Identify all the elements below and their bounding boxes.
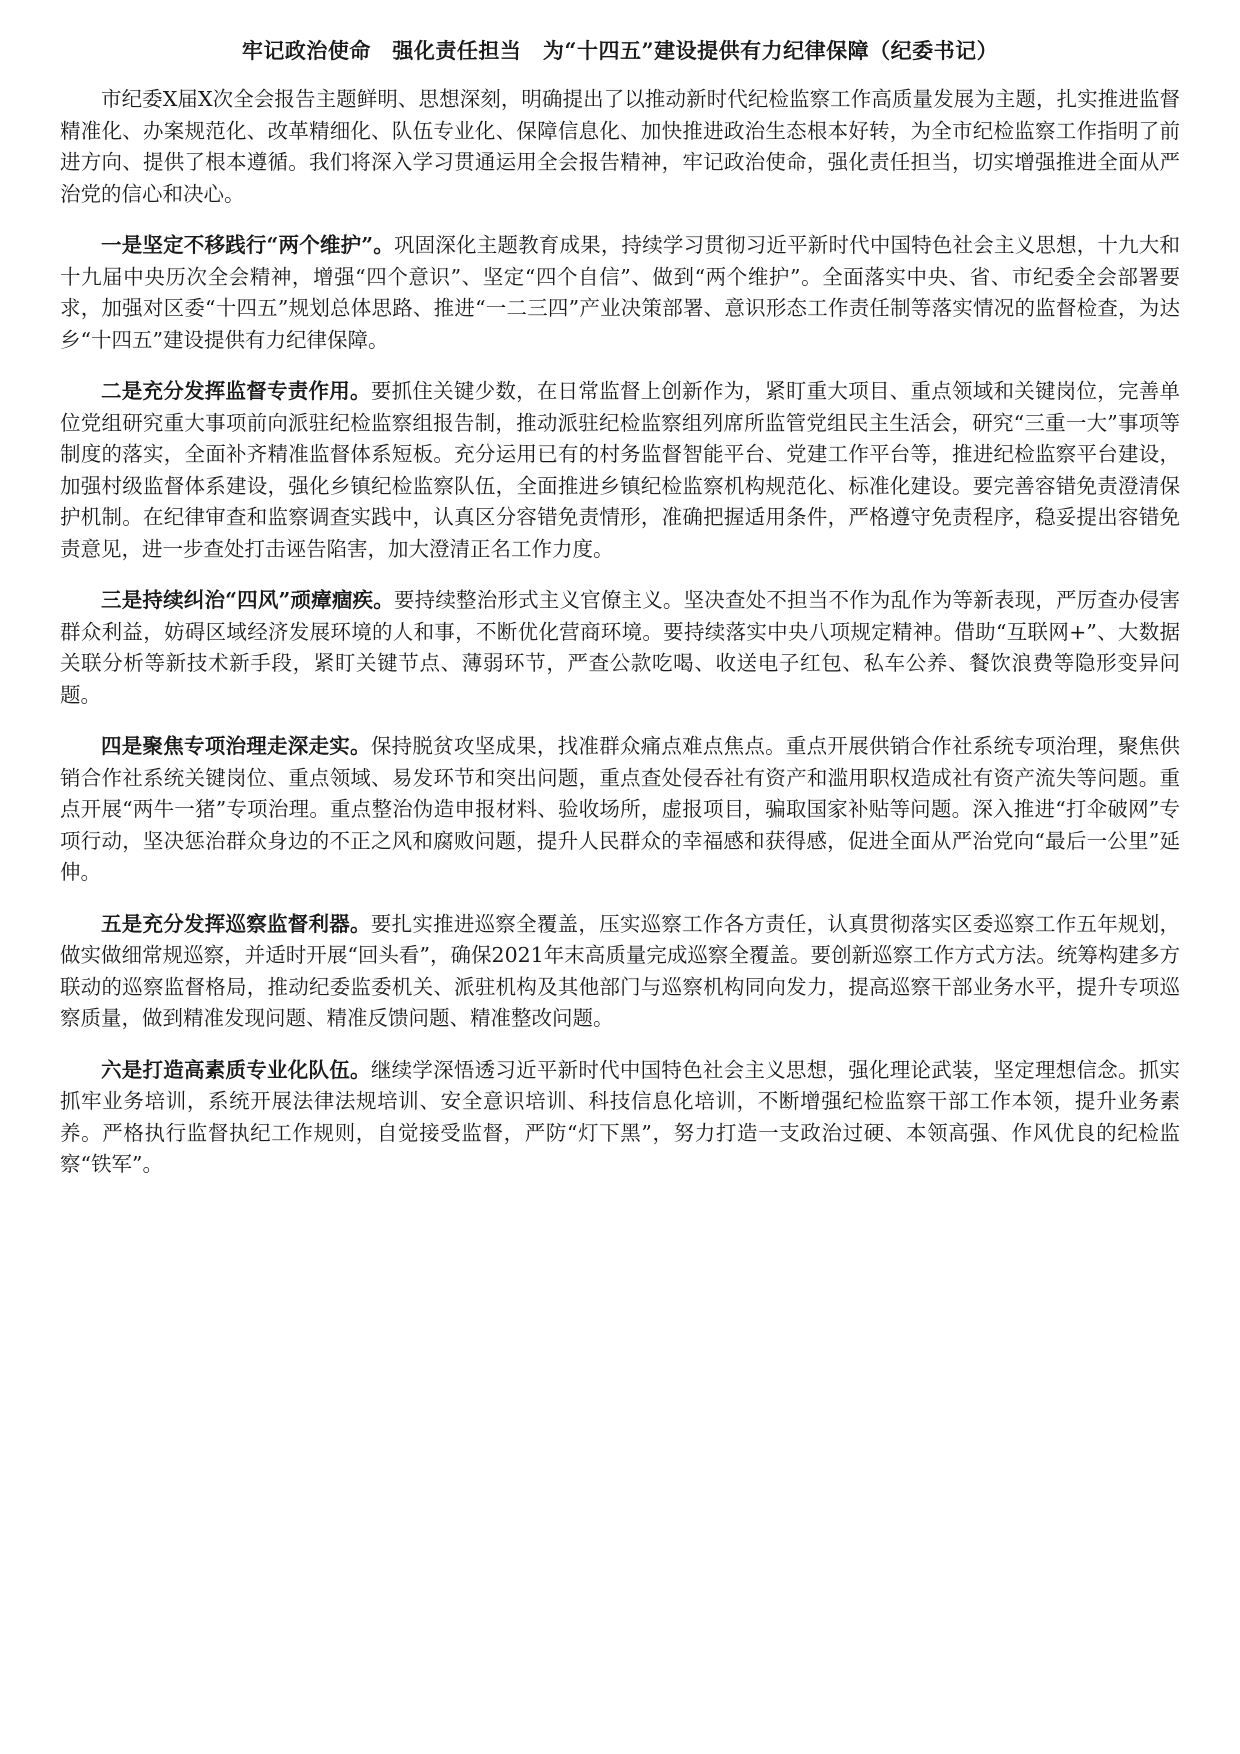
section-paragraph-3 [60,585,1180,711]
section-lead-4: 四是聚焦专项治理走深走实。 [101,734,371,758]
section-body-6: 继续学深悟透习近平新时代中国特色社会主义思想，强化理论武装，坚定理想信念。抓实抓牢业务培训，系统开展法律法规培训、安全意识培训、科技信息化培训，不断增强纪检监察干部工作本领，提升业务素养。严格执行监督执纪工作规则，自觉接受监督，严防“灯下黑”，努力打造一支政治过硬、本领高强、作风优良的纪检监察“铁军”。 [60,1057,1181,1176]
document-page [60,36,1180,1201]
section-paragraph-1 [60,230,1180,356]
section-paragraph-2 [60,376,1180,565]
section-body-5: 要扎实推进巡察全覆盖，压实巡察工作各方责任，认真贯彻落实区委巡察工作五年规划，做实做细常规巡察，并适时开展“回头看”，确保2021年末高质量完成巡察全覆盖。要创新巡察工作方式方法。统筹构建多方联动的巡察监督格局，推动纪委监委机关、派驻机构及其他部门与巡察机构同向发力，提高巡察干部业务水平，提升专项巡察质量，做到精准发现问题、精准反馈问题、精准整改问题。 [60,911,1181,1030]
section-paragraph-6 [60,1055,1180,1181]
section-lead-5: 五是充分发挥巡察监督利器。 [101,911,371,936]
section-lead-3: 三是持续纠治“四风”顽瘴痼疾。 [101,588,394,612]
section-lead-6: 六是打造高素质专业化队伍。 [101,1057,371,1082]
intro-paragraph: 市纪委X届X次全会报告主题鲜明、思想深刻，明确提出了以推动新时代纪检监察工作高质量发展为主题，扎实推进监督精准化、办案规范化、改革精细化、队伍专业化、保障信息化、加快推进政治生态根本好转，为全市纪检监察工作指明了前进方向、提供了根本遵循。我们将深入学习贯通运用全会报告精神，牢记政治使命，强化责任担当，切实增强推进全面从严治党的信心和决心。 [60,87,1180,206]
section-lead-2: 二是充分发挥监督专责作用。 [101,379,371,403]
section-body-2: 要抓住关键少数，在日常监督上创新作为，紧盯重大项目、重点领域和关键岗位，完善单位党组研究重大事项前向派驻纪检监察组报告制，推动派驻纪检监察组列席所监管党组民主生活会，研究“三重一大”事项等制度的落实，全面补齐精准监督体系短板。充分运用已有的村务监督智能平台、党建工作平台等，推进纪检监察平台建设，加强村级监督体系建设，强化乡镇纪检监察队伍，全面推进乡镇纪检监察机构规范化、标准化建设。要完善容错免责澄清保护机制。在纪律审查和监察调查实践中，认真区分容错免责情形，准确把握适用条件，严格遵守免责程序，稳妥提出容错免责意见，进一步查处打击诬告陷害，加大澄清正名工作力度。 [60,379,1181,561]
section-body-4: 保持脱贫攻坚成果，找准群众痛点难点焦点。重点开展供销合作社系统专项治理，聚焦供销合作社系统关键岗位、重点领域、易发环节和突出问题，重点查处侵吞社有资产和滥用职权造成社有资产流失等问题。重点开展“两牛一猪”专项治理。重点整治伪造申报材料、验收场所，虚报项目，骗取国家补贴等问题。深入推进“打伞破网”专项行动，坚决惩治群众身边的不正之风和腐败问题，提升人民群众的幸福感和获得感，促进全面从严治党向“最后一公里”延伸。 [60,734,1181,884]
section-body-1: 巩固深化主题教育成果，持续学习贯彻习近平新时代中国特色社会主义思想，十九大和十九届中央历次全会精神，增强“四个意识”、坚定“四个自信”、做到“两个维护”。全面落实中央、省、市纪委全会部署要求，加强对区委“十四五”规划总体思路、推进“一二三四”产业决策部署、意识形态工作责任制等落实情况的监督检查，为达乡“十四五”建设提供有力纪律保障。 [60,233,1180,352]
section-paragraph-5 [60,909,1180,1035]
section-paragraph-4 [60,731,1180,889]
section-lead-1: 一是坚定不移践行“两个维护”。 [101,233,394,257]
document-title: 牢记政治使命 强化责任担当 为“十四五”建设提供有力纪律保障（纪委书记） [241,38,999,63]
section-body-3: 要持续整治形式主义官僚主义。坚决查处不担当不作为乱作为等新表现，严厉查办侵害群众利益，妨碍区域经济发展环境的人和事，不断优化营商环境。要持续落实中央八项规定精神。借助“互联网+”、大数据关联分析等新技术新手段，紧盯关键节点、薄弱环节，严查公款吃喝、收送电子红包、私车公养、餐饮浪费等隐形变异问题。 [60,588,1180,707]
